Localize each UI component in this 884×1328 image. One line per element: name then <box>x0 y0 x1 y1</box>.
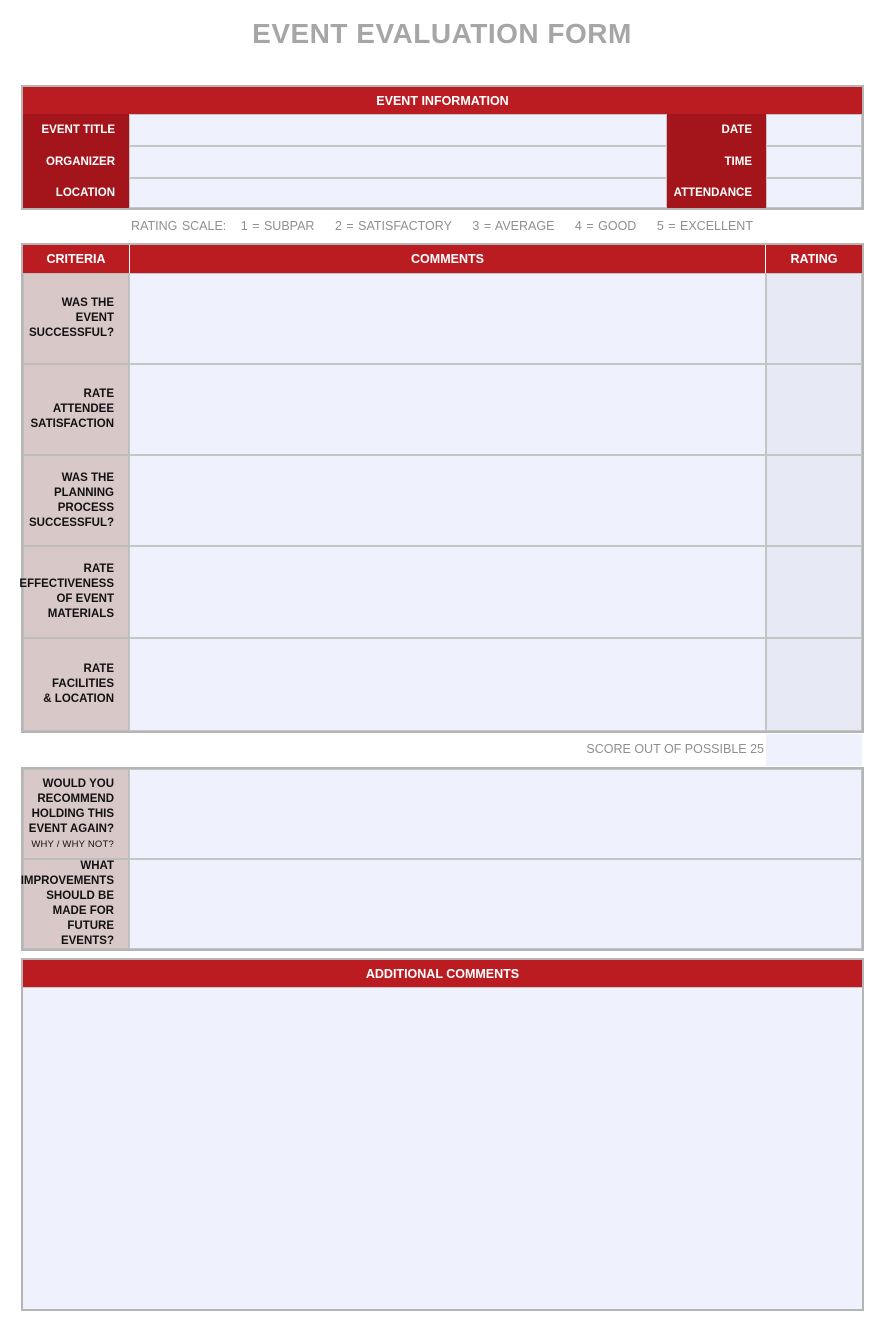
time-field[interactable] <box>766 146 862 178</box>
score-field[interactable] <box>766 734 862 766</box>
comments-header: COMMENTS <box>130 245 765 273</box>
rating-scale-item: 2 = SATISFACTORY <box>334 219 452 233</box>
recommend-label: WOULD YOU RECOMMEND HOLDING THIS EVENT AGAIN? WHY / WHY NOT? <box>23 769 129 859</box>
rating-field[interactable] <box>766 455 862 546</box>
criteria-header: CRITERIA <box>23 245 129 273</box>
comment-field[interactable] <box>129 273 766 364</box>
rating-field[interactable] <box>766 364 862 455</box>
rating-field[interactable] <box>766 638 862 731</box>
additional-comments-header: ADDITIONAL COMMENTS <box>23 960 862 987</box>
comment-field[interactable] <box>129 546 766 638</box>
criteria-label: RATE FACILITIES & LOCATION <box>23 638 129 731</box>
rating-scale-item: 4 = GOOD <box>574 219 637 233</box>
event-title-field[interactable] <box>129 114 667 146</box>
organizer-label: ORGANIZER <box>23 146 129 178</box>
event-title-label: EVENT TITLE <box>23 114 129 146</box>
comment-field[interactable] <box>129 455 766 546</box>
rating-field[interactable] <box>766 273 862 364</box>
rating-field[interactable] <box>766 546 862 638</box>
attendance-field[interactable] <box>766 178 862 208</box>
recommend-sublabel: WHY / WHY NOT? <box>31 838 114 850</box>
rating-scale-label: RATING SCALE: <box>131 219 227 233</box>
recommend-field[interactable] <box>129 769 862 859</box>
rating-scale <box>0 219 884 233</box>
criteria-label: WAS THE EVENT SUCCESSFUL? <box>23 273 129 364</box>
date-field[interactable] <box>766 114 862 146</box>
criteria-label: RATE ATTENDEE SATISFACTION <box>23 364 129 455</box>
comment-field[interactable] <box>129 364 766 455</box>
event-info-header: EVENT INFORMATION <box>23 87 862 114</box>
attendance-label: ATTENDANCE <box>667 178 766 208</box>
criteria-label: RATE EFFECTIVENESS OF EVENT MATERIALS <box>23 546 129 638</box>
location-field[interactable] <box>129 178 667 208</box>
rating-scale-item: 5 = EXCELLENT <box>656 219 753 233</box>
score-label: SCORE OUT OF POSSIBLE 25 <box>586 742 764 756</box>
rating-scale-item: 3 = AVERAGE <box>472 219 555 233</box>
comment-field[interactable] <box>129 638 766 731</box>
rating-header: RATING <box>766 245 862 273</box>
improvements-label: WHAT IMPROVEMENTS SHOULD BE MADE FOR FUTURE EVENTS? <box>23 859 129 949</box>
date-label: DATE <box>667 114 766 146</box>
organizer-field[interactable] <box>129 146 667 178</box>
additional-comments-field[interactable] <box>23 987 862 1309</box>
criteria-label: WAS THE PLANNING PROCESS SUCCESSFUL? <box>23 455 129 546</box>
page-title: EVENT EVALUATION FORM <box>252 18 632 49</box>
location-label: LOCATION <box>23 178 129 208</box>
rating-scale-item: 1 = SUBPAR <box>240 219 315 233</box>
time-label: TIME <box>667 146 766 178</box>
improvements-field[interactable] <box>129 859 862 949</box>
